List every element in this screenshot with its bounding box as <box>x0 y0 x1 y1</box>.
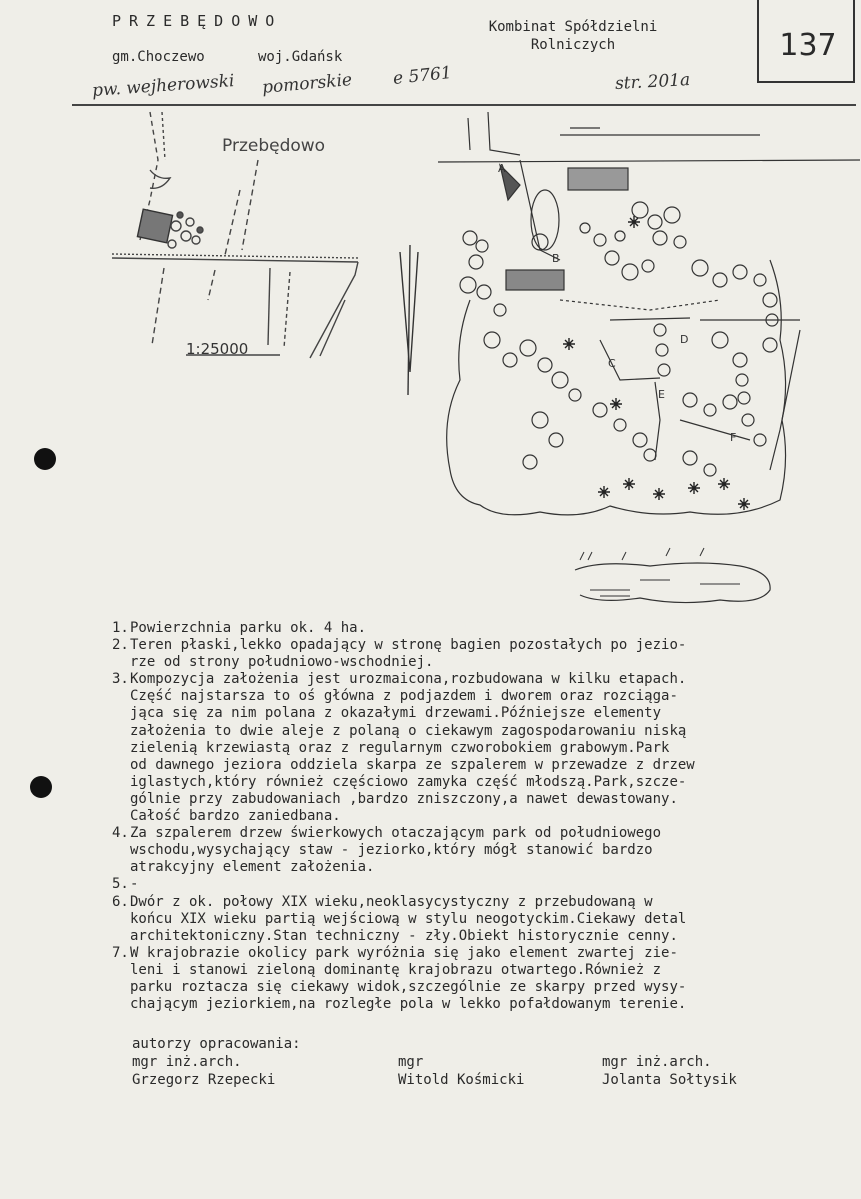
author-3 <box>602 1053 737 1089</box>
author-name: Grzegorz Rzepecki <box>132 1072 276 1088</box>
owner-name: Kombinat Spółdzielni Rolniczych <box>488 19 658 53</box>
handwritten-voivodeship: pomorskie <box>261 70 353 98</box>
location-map-label: Przebędowo <box>222 136 326 156</box>
handwritten-page-ref: str. 201a <box>614 70 691 94</box>
punch-hole-bottom <box>30 776 52 798</box>
author-name: Witold Kośmicki <box>398 1072 525 1088</box>
author-title: mgr inż.arch. <box>602 1054 712 1070</box>
authors-heading: autorzy opracowania: <box>132 1036 301 1052</box>
handwritten-reference: e 5761 <box>392 62 453 90</box>
park-plan <box>438 112 860 603</box>
svg-text:C: C <box>608 357 616 370</box>
svg-text:E: E <box>658 388 665 401</box>
svg-text:B: B <box>552 252 560 265</box>
author-2 <box>398 1053 524 1089</box>
author-name: Jolanta Sołtysik <box>602 1072 737 1088</box>
conifer-cluster <box>563 216 750 510</box>
map-scale-label: 1:25000 <box>186 340 249 358</box>
list-item: 2. Teren płaski,lekko opadający w stronę bagien pozostałych po jezio- rze od strony południowo-wschodniej. <box>112 637 687 671</box>
svg-text:D: D <box>680 333 689 346</box>
author-title: mgr inż.arch. <box>132 1054 242 1070</box>
list-item: 1. Powierzchnia parku ok. 4 ha. <box>112 620 367 636</box>
author-title: mgr <box>398 1054 424 1070</box>
list-item: 5. - <box>112 876 139 893</box>
page-number: 137 <box>779 28 837 63</box>
handwritten-district: pw. wejherowski <box>91 71 236 101</box>
svg-text:A: A <box>498 162 506 175</box>
description-list <box>112 620 852 1013</box>
north-arrow-icon <box>400 245 418 395</box>
commune-name: gm.Choczewo <box>112 49 205 65</box>
list-item: 6. Dwór z ok. połowy XIX wieku,neoklasycystyczny z przebudowaną w końcu XIX wieku partią wejściową w stylu neogotyckim.Ciekawy detal architektoniczny.Stan techniczny - zły.Obiekt historycznie cenny. <box>112 893 687 944</box>
author-1 <box>132 1053 275 1089</box>
village-name: PRZEBĘDOWO <box>112 12 283 30</box>
list-item: 4. Za szpalerem drzew świerkowych otaczającym park od południowego wschodu,wysychający staw - jeziorko,który mógł stanowić bardzo atrakcyjny element założenia. <box>112 825 662 876</box>
svg-text:F: F <box>730 431 737 444</box>
list-item: 3. Kompozycja założenia jest urozmaicona,rozbudowana w kilku etapach. Część najstarsza to oś główna z podjazdem i dworem oraz rozciąga- jąca się za nim polana z okazałymi drzewami.Późniejsze elementy założenia to dwie aleje z polaną o ciekawym zagospodarowaniu niską zielenią krzewiastą oraz z regularnym czworobokiem grabowym.Park od dawnego jeziora oddziela skarpa ze szpalerem w przewadze z drzew iglastych,który również częściowo zamyka część młodszą.Park,szcze- gólnie przy zabudowaniach ,bardzo zniszczony,a nawet dewastowany. Całość bardzo zaniedbana. <box>112 671 695 825</box>
plan-letters <box>498 162 736 444</box>
voivodeship-name: woj.Gdańsk <box>258 49 343 65</box>
list-item: 7. W krajobrazie okolicy park wyróżnia się jako element zwartej zie- leni i stanowi zieloną dominantę krajobrazu otwartego.Również z parku roztacza się ciekawy widok,szczególnie ze skarpy przed wysy- chającym jeziorkiem,na rozległe pola w lekko pofałdowanym terenie. <box>112 944 687 1013</box>
